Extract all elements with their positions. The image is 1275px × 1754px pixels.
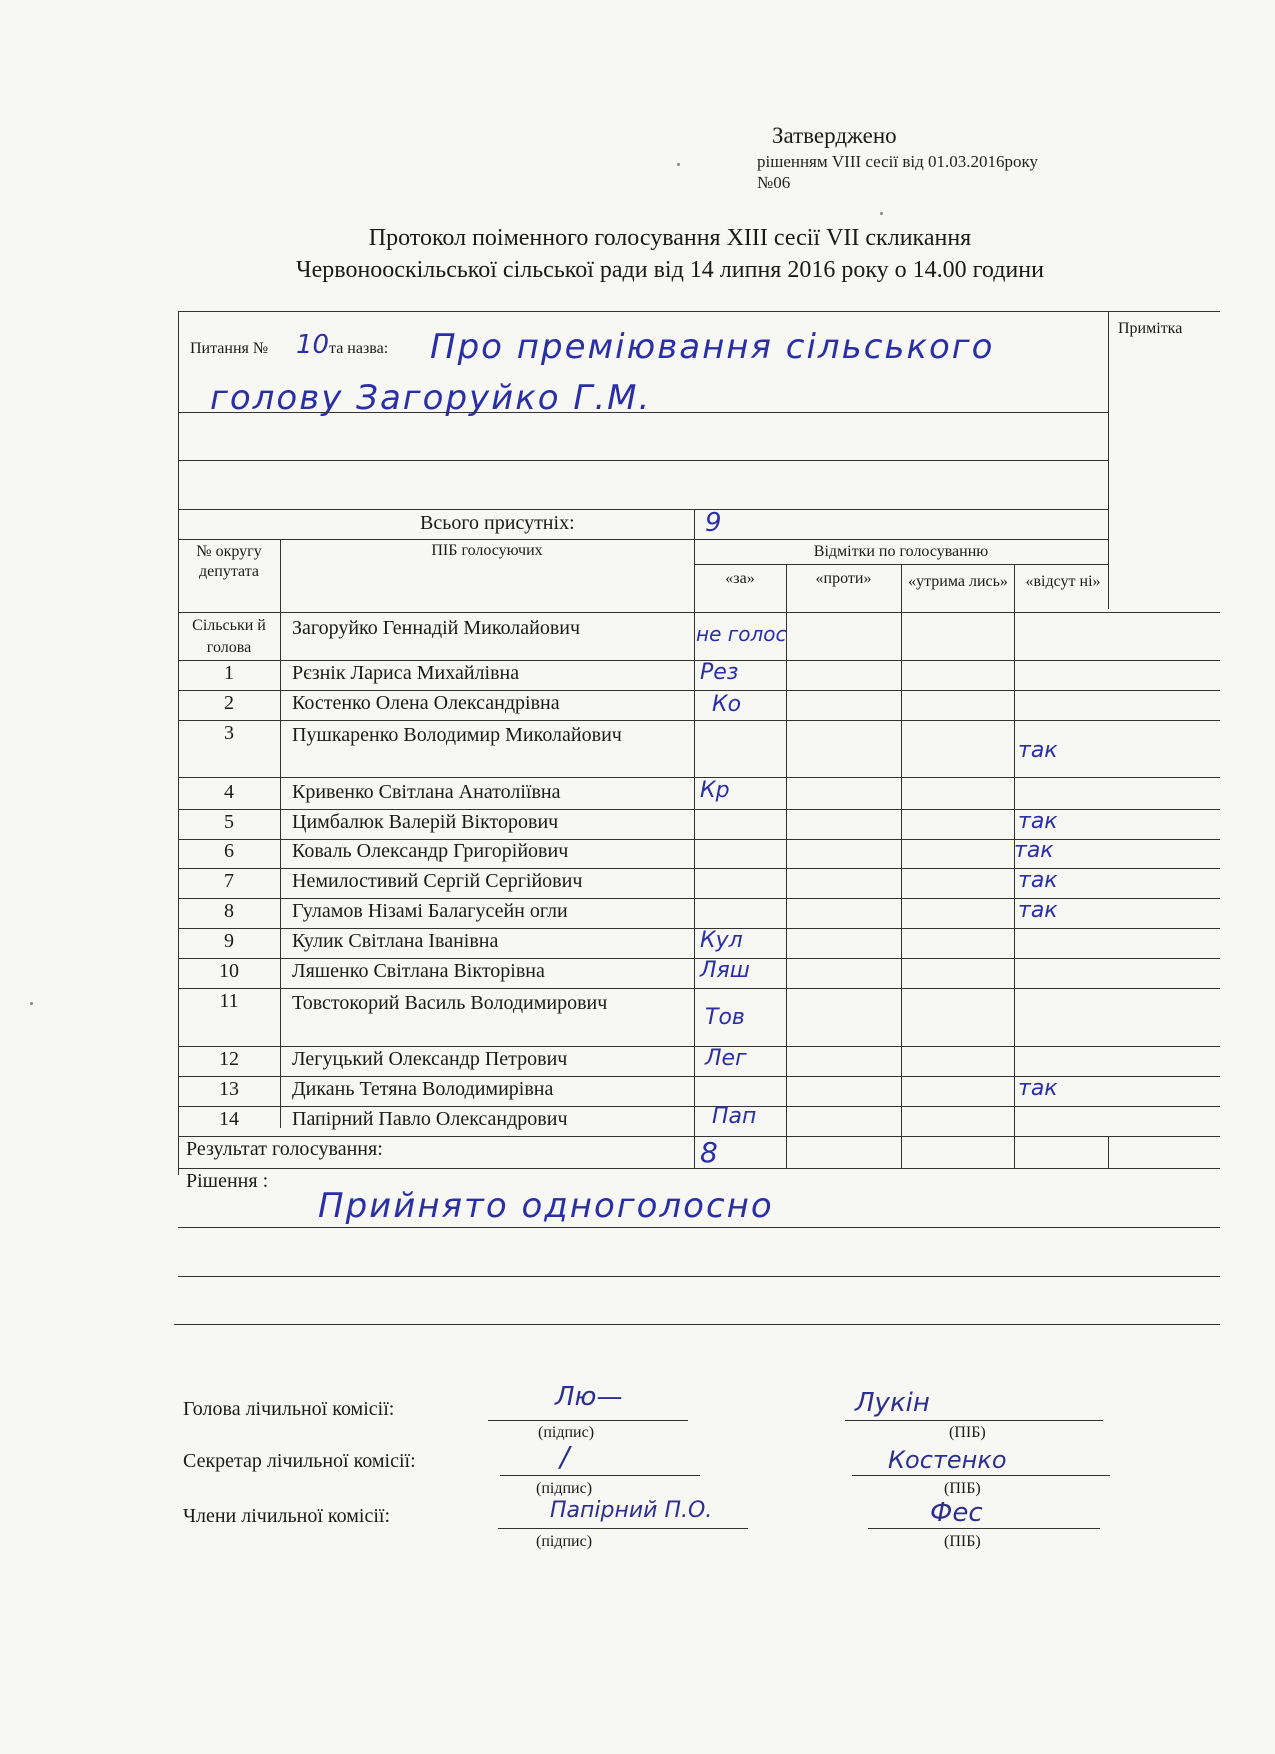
row-line: [178, 777, 1220, 778]
row-line: [178, 660, 1220, 661]
secretary-name-handwritten: Костенко: [888, 1446, 1007, 1474]
protocol-heading: [170, 222, 1170, 287]
row-district: 4: [224, 781, 234, 803]
present-value-handwritten: 9: [705, 508, 722, 538]
chair-name-caption: (ПІБ): [949, 1424, 986, 1441]
secretary-name-caption: (ПІБ): [944, 1480, 981, 1497]
members-name-signature: Фес: [930, 1498, 983, 1528]
row-name: Товстокорий Василь Володимирович: [292, 992, 608, 1014]
approval-title: Затверджено: [772, 123, 897, 148]
present-bottom-line: [178, 539, 1108, 540]
question-rule-3: [178, 509, 1108, 510]
absent-column-left-line: [1014, 564, 1015, 1169]
row-name: Рєзнік Лариса Михайлівна: [292, 662, 520, 684]
header-district: № округу депутата: [196, 543, 262, 580]
heading-line-2: Червоноoскільської сільської ради від 14 липня 2016 року о 14.00 години: [296, 257, 1044, 284]
row-name: Ляшенко Світлана Вікторівна: [292, 960, 545, 982]
header-abstained: «утрима лись»: [908, 573, 1008, 590]
chair-name-handwritten: Лукін: [855, 1388, 930, 1418]
result-note-divider: [1108, 1136, 1109, 1169]
row-district: 3: [224, 722, 234, 744]
for-mark: Тов: [705, 1005, 745, 1030]
scan-speck: [880, 212, 883, 215]
absent-mark: так: [1018, 898, 1058, 923]
for-mark: Кр: [700, 778, 730, 803]
header-for: «за»: [725, 570, 755, 587]
for-mark: Пап: [712, 1104, 757, 1129]
decision-label: Рішення :: [186, 1170, 269, 1192]
header-against: «проти»: [815, 570, 872, 587]
row-line: [178, 1076, 1220, 1077]
question-rule-1: [178, 412, 1108, 413]
row-district: 1: [224, 662, 234, 684]
question-rule-2: [178, 460, 1108, 461]
row-name: Легуцький Олександр Петрович: [292, 1048, 568, 1070]
secretary-label: Секретар лічильної комісії:: [183, 1450, 416, 1472]
absent-mark: так: [1018, 809, 1058, 834]
row-line: [178, 720, 1220, 721]
question-number-handwritten: 10: [296, 330, 330, 360]
for-mark: не голос: [696, 622, 787, 646]
absent-mark: так: [1014, 838, 1054, 863]
against-column-left-line: [786, 564, 787, 1169]
result-bottom-line: [178, 1168, 1220, 1169]
row-district: 11: [219, 990, 239, 1012]
row-name: Пушкаренко Володимир Миколайович: [292, 724, 622, 746]
header-absent: «відсут ні»: [1025, 573, 1101, 590]
for-mark: Ко: [712, 692, 742, 717]
row-district: 7: [224, 870, 234, 892]
approval-number: №06: [757, 173, 791, 192]
row-district: 12: [219, 1048, 239, 1070]
row-line: [178, 690, 1220, 691]
chair-sign-line: [488, 1420, 688, 1421]
members-sign-line: [498, 1528, 748, 1529]
present-label: Всього присутніх:: [420, 512, 575, 534]
members-name-caption: (ПІБ): [944, 1533, 981, 1550]
for-mark: Лег: [705, 1046, 747, 1071]
row-district: Сільськи й голова: [192, 617, 266, 656]
absent-mark: так: [1018, 1076, 1058, 1101]
chair-sign-caption: (підпис): [538, 1424, 595, 1441]
row-line: [178, 988, 1220, 989]
for-mark: Ляш: [700, 958, 750, 983]
result-label: Результат голосування:: [186, 1138, 383, 1160]
absent-mark: так: [1018, 868, 1058, 893]
members-sign-caption: (підпис): [536, 1533, 593, 1550]
row-district: 8: [224, 900, 234, 922]
row-district: 5: [224, 811, 234, 833]
approval-decision-line: рішенням VIII сесії від 01.03.2016року: [757, 151, 1039, 171]
abstained-column-left-line: [901, 564, 902, 1169]
row-line: [178, 868, 1220, 869]
header-votes-group: Відмітки по голосуванню: [813, 543, 989, 560]
row-name: Гуламов Нізамі Балагусейн огли: [292, 900, 568, 922]
decision-rule-3: [174, 1324, 1220, 1325]
row-name: Папірний Павло Олександрович: [292, 1108, 568, 1130]
note-column-divider: [1108, 311, 1109, 609]
chair-name-line: [845, 1420, 1103, 1421]
row-name: Кривенко Світлана Анатоліївна: [292, 781, 561, 803]
row-name: Загоруйко Геннадій Миколайович: [292, 617, 581, 639]
question-title-handwritten-2: голову Загоруйко Г.М.: [210, 378, 652, 418]
absent-mark: так: [1018, 738, 1058, 763]
row-line: [178, 1106, 1220, 1107]
members-name-line: [868, 1528, 1100, 1529]
decision-handwritten: Прийнято одноголосно: [318, 1186, 774, 1226]
decision-rule-2: [178, 1276, 1220, 1277]
row-line: [178, 928, 1220, 929]
row-district: 14: [219, 1108, 239, 1130]
for-mark: Рез: [700, 660, 739, 685]
row-district: 10: [219, 960, 239, 982]
members-signature-handwritten: Папірний П.О.: [550, 1498, 713, 1523]
row-name: Костенко Олена Олександрівна: [292, 692, 560, 714]
scan-speck: [30, 1002, 33, 1005]
approval-block: [757, 122, 1038, 193]
chair-label: Голова лічильної комісії:: [183, 1398, 395, 1420]
row-line: [178, 958, 1220, 959]
secretary-name-line: [852, 1475, 1110, 1476]
question-label: Питання №: [190, 340, 269, 357]
name-column-left-line: [280, 539, 281, 1128]
question-title-handwritten-1: Про преміювання сільського: [430, 327, 995, 367]
row-name: Немилостивий Сергій Сергійович: [292, 870, 583, 892]
row-name: Дикань Тетяна Володимирівна: [292, 1078, 554, 1100]
secretary-signature: /: [560, 1440, 570, 1473]
row-name: Цимбалюк Валерій Вікторович: [292, 811, 559, 833]
row-name: Кулик Світлана Іванівна: [292, 930, 499, 952]
members-label: Члени лічильної комісії:: [183, 1505, 391, 1527]
row-line: [178, 1136, 1220, 1137]
scan-speck: [677, 163, 680, 166]
row-name: Коваль Олександр Григорійович: [292, 840, 569, 862]
row-district: 6: [224, 840, 234, 862]
header-bottom-line: [178, 612, 1220, 613]
header-name: ПІБ голосуючих: [431, 542, 543, 559]
secretary-sign-caption: (підпис): [536, 1480, 593, 1497]
row-line: [178, 898, 1220, 899]
row-district: 13: [219, 1078, 239, 1100]
row-district: 9: [224, 930, 234, 952]
row-district: 2: [224, 692, 234, 714]
secretary-sign-line: [500, 1475, 700, 1476]
heading-line-1: Протокол поіменного голосування ХІІІ сесії VІІ скликання: [368, 225, 972, 251]
row-line: [178, 1046, 1220, 1047]
row-line: [178, 809, 1220, 810]
result-value-handwritten: 8: [700, 1136, 718, 1169]
decision-rule-1: [178, 1227, 1220, 1228]
note-header: Примітка: [1118, 320, 1183, 337]
frame-top-line: [178, 311, 1220, 312]
chair-signature: Лю—: [555, 1382, 623, 1412]
question-label-suffix: та назва:: [329, 340, 389, 357]
for-mark: Кул: [700, 928, 743, 953]
